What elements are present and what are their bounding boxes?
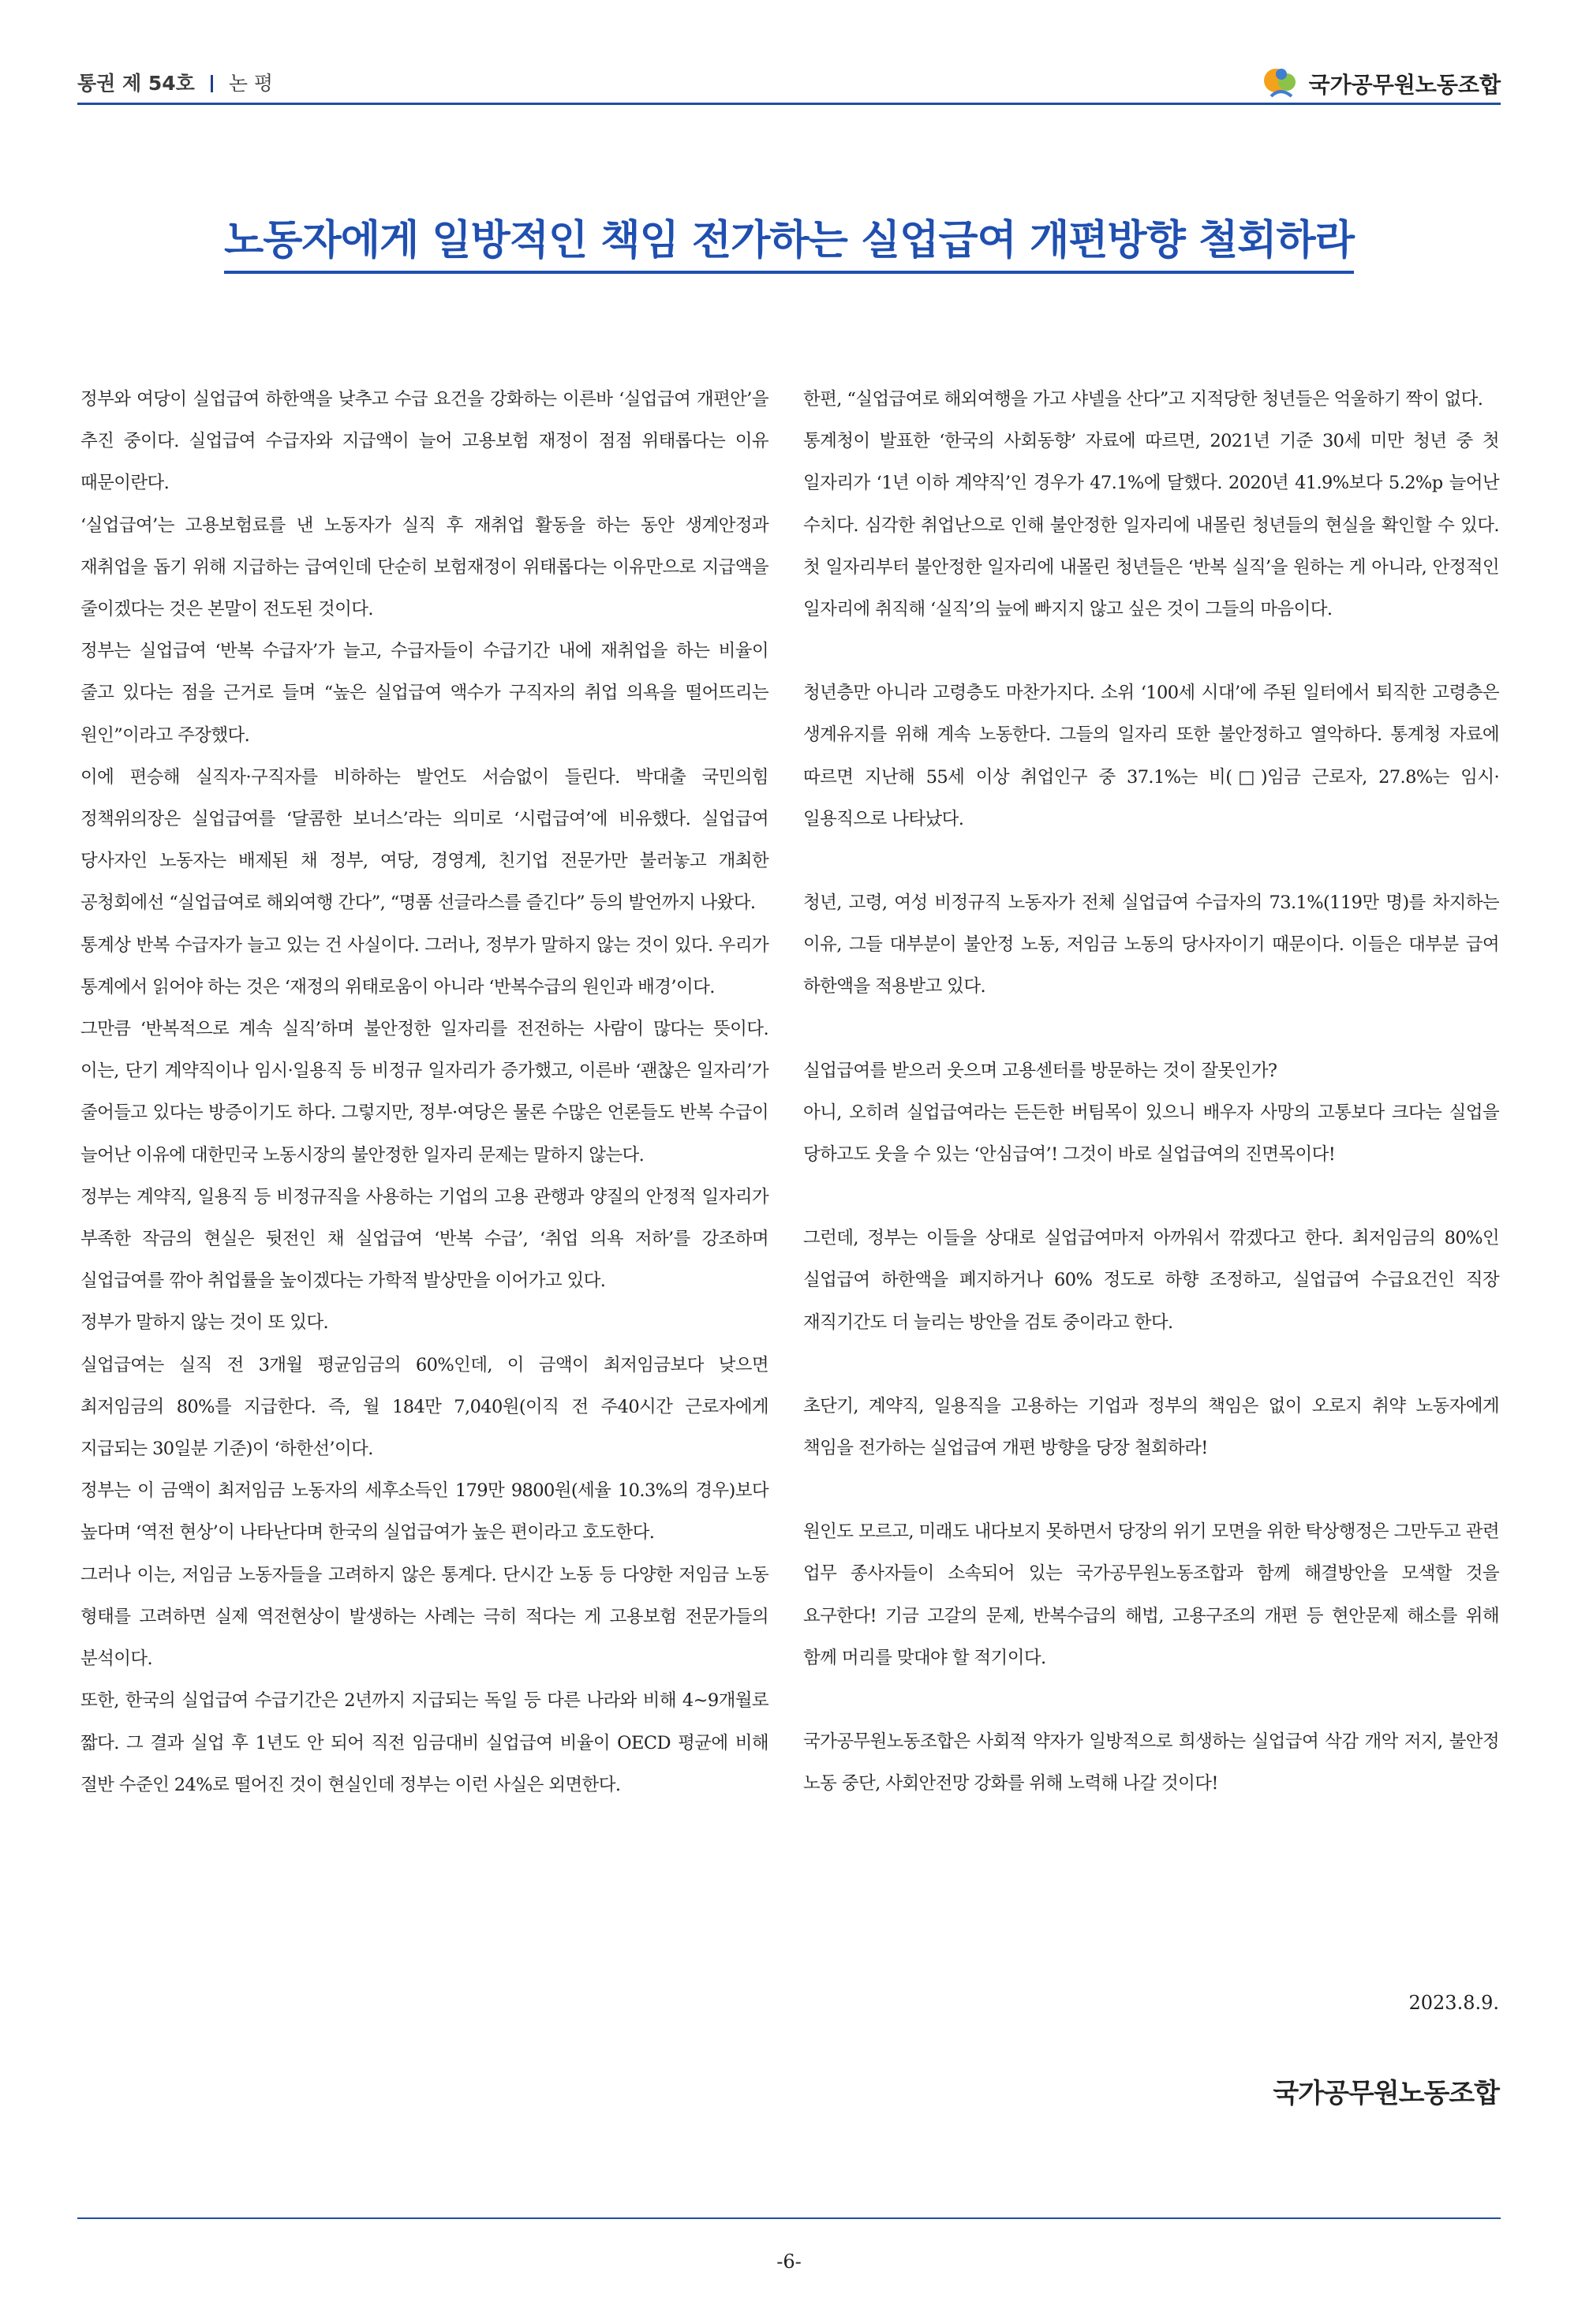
paragraph-gap <box>803 1679 1499 1721</box>
paragraph: 또한, 한국의 실업급여 수급기간은 2년까지 지급되는 독일 등 다른 나라와 비해 4~9개월로 짧다. 그 결과 실업 후 1년도 안 되어 직전 임금대비 실업급여 비율이 OECD 평균에 비해 절반 수준인 24%로 떨어진 것이 현실인데 정부는 이런 사실은 외면한다. <box>80 1690 768 1795</box>
paragraph: 정부는 이 금액이 최저임금 노동자의 세후소득인 179만 9800원(세율 10.3%의 경우)보다 높다며 ‘역전 현상’이 나타난다며 한국의 실업급여가 높은 편이라고 호도한다. <box>80 1480 768 1544</box>
page-header <box>77 63 1501 101</box>
paragraph: 한편, “실업급여로 해외여행을 가고 샤넬을 산다”고 지적당한 청년들은 억울하기 짝이 없다. <box>803 389 1483 410</box>
right-column <box>803 379 1499 1805</box>
org-name: 국가공무원노동조합 <box>1308 72 1501 98</box>
paragraph: 그만큼 ‘반복적으로 계속 실직’하며 불안정한 일자리를 전전하는 사람이 많다는 뜻이다. 이는, 단기 계약직이나 임시·일용직 등 비정규 일자리가 증가했고, 이른바 ‘괜찮은 일자리’가 줄어들고 있다는 방증이기도 하다. 그렇지만, 정부·여당은 물론 수많은 언론들도 반복 수급이 늘어난 이유에 대한민국 노동시장의 불안정한 일자리 문제는 말하지 않는다. <box>80 1019 768 1166</box>
paragraph: 청년층만 아니라 고령층도 마찬가지다. 소위 ‘100세 시대’에 주된 일터에서 퇴직한 고령층은 생계유지를 위해 계속 노동한다. 그들의 일자리 또한 불안정하고 열악하다. 통계청 자료에 따르면 지난해 55세 이상 취업인구 중 37.1%는 비(□)임금 근로자, 27.8%는 임시·일용직으로 나타났다. <box>803 683 1499 829</box>
paragraph: 정부와 여당이 실업급여 하한액을 낮추고 수급 요건을 강화하는 이른바 ‘실업급여 개편안’을 추진 중이다. 실업급여 수급자와 지급액이 늘어 고용보험 재정이 점점 위태롭다는 이유 때문이란다. <box>80 389 768 494</box>
signature: 국가공무원노동조합 <box>1273 2078 1499 2109</box>
paragraph-gap <box>803 1344 1499 1386</box>
paragraph: ‘실업급여’는 고용보험료를 낸 노동자가 실직 후 재취업 활동을 하는 동안 생계안정과 재취업을 돕기 위해 지급하는 급여인데 단순히 보험재정이 위태롭다는 이유만으로 지급액을 줄이겠다는 것은 본말이 전도된 것이다. <box>80 515 768 620</box>
paragraph: 그런데, 정부는 이들을 상대로 실업급여마저 아까워서 깎겠다고 한다. 최저임금의 80%인 실업급여 하한액을 폐지하거나 60% 정도로 하향 조정하고, 실업급여 수급요건인 직장 재직기간도 더 늘리는 방안을 검토 중이라고 한다. <box>803 1228 1499 1333</box>
paragraph-gap <box>803 1009 1499 1050</box>
header-divider <box>211 75 213 92</box>
paragraph: 청년, 고령, 여성 비정규직 노동자가 전체 실업급여 수급자의 73.1%(119만 명)를 차지하는 이유, 그들 대부분이 불안정 노동, 저임금 노동의 당사자이기 때문이다. 이들은 대부분 급여 하한액을 적용받고 있다. <box>803 893 1499 997</box>
header-rule <box>77 103 1501 105</box>
paragraph: 아니, 오히려 실업급여라는 든든한 버팀목이 있으니 배우자 사망의 고통보다 크다는 실업을 당하고도 웃을 수 있는 ‘안심급여’! 그것이 바로 실업급여의 진면목이다! <box>803 1102 1499 1166</box>
page-title <box>0 207 1578 266</box>
title-text: 노동자에게 일방적인 책임 전가하는 실업급여 개편방향 철회하라 <box>224 217 1354 274</box>
paragraph-gap <box>803 631 1499 672</box>
paragraph: 통계상 반복 수급자가 늘고 있는 건 사실이다. 그러나, 정부가 말하지 않는 것이 있다. 우리가 통계에서 읽어야 하는 것은 ‘재정의 위태로움이 아니라 ‘반복수급의 원인과 배경’이다. <box>80 934 768 997</box>
header-org <box>1260 65 1501 103</box>
section-label: 논 평 <box>228 72 274 95</box>
paragraph: 그러나 이는, 저임금 노동자들을 고려하지 않은 통계다. 단시간 노동 등 다양한 저임금 노동 형태를 고려하면 실제 역전현상이 발생하는 사례는 극히 적다는 게 고용보험 전문가들의 분석이다. <box>80 1564 768 1670</box>
paragraph: 실업급여를 받으러 웃으며 고용센터를 방문하는 것이 잘못인가? <box>803 1060 1277 1081</box>
issue-number: 통권 제 54호 <box>77 72 195 95</box>
statement-date: 2023.8.9. <box>1408 1992 1499 2014</box>
left-column <box>80 379 768 1806</box>
paragraph: 정부는 계약직, 일용직 등 비정규직을 사용하는 기업의 고용 관행과 양질의 안정적 일자리가 부족한 작금의 현실은 뒷전인 채 실업급여 ‘반복 수급’, ‘취업 의욕 저하’를 강조하며 실업급여를 깎아 취업률을 높이겠다는 가학적 발상만을 이어가고 있다. <box>80 1186 768 1292</box>
paragraph: 정부는 실업급여 ‘반복 수급자’가 늘고, 수급자들이 수급기간 내에 재취업을 하는 비율이 줄고 있다는 점을 근거로 들며 “높은 실업급여 액수가 구직자의 취업 의욕을 떨어뜨리는 원인”이라고 주장했다. <box>80 641 768 746</box>
footer-rule <box>77 2217 1501 2219</box>
paragraph: 국가공무원노동조합은 사회적 약자가 일방적으로 희생하는 실업급여 삭감 개악 저지, 불안정 노동 중단, 사회안전망 강화를 위해 노력해 나갈 것이다! <box>803 1731 1499 1794</box>
paragraph: 정부가 말하지 않는 것이 또 있다. <box>80 1312 329 1334</box>
union-logo-icon <box>1260 65 1301 103</box>
issue-label <box>77 68 273 96</box>
paragraph: 실업급여는 실직 전 3개월 평균임금의 60%인데, 이 금액이 최저임금보다 낮으면 최저임금의 80%를 지급한다. 즉, 월 184만 7,040원(이직 전 주40시간 근로자에게 지급되는 30일분 기준)이 ‘하한선’이다. <box>80 1354 768 1460</box>
paragraph: 원인도 모르고, 미래도 내다보지 못하면서 당장의 위기 모면을 위한 탁상행정은 그만두고 관련 업무 종사자들이 소속되어 있는 국가공무원노동조합과 함께 해결방안을 모색할 것을 요구한다! 기금 고갈의 문제, 반복수급의 해법, 고용구조의 개편 등 현안문제 해소를 위해 함께 머리를 맞대야 할 적기이다. <box>803 1521 1499 1668</box>
paragraph: 이에 편승해 실직자·구직자를 비하하는 발언도 서슴없이 들린다. 박대출 국민의힘 정책위의장은 실업급여를 ‘달콤한 보너스’라는 의미로 ‘시럽급여’에 비유했다. 실업급여 당사자인 노동자는 배제된 채 정부, 여당, 경영계, 친기업 전문가만 불러놓고 개최한 공청회에선 “실업급여로 해외여행 간다”, “명품 선글라스를 즐긴다” 등의 발언까지 나왔다. <box>80 766 768 914</box>
paragraph: 통계청이 발표한 ‘한국의 사회동향’ 자료에 따르면, 2021년 기준 30세 미만 청년 중 첫 일자리가 ‘1년 이하 계약직’인 경우가 47.1%에 달했다. 2020년 41.9%보다 5.2%p 늘어난 수치다. 심각한 취업난으로 인해 불안정한 일자리에 내몰린 청년들의 현실을 확인할 수 있다. 첫 일자리부터 불안정한 일자리에 내몰린 청년들은 ‘반복 실직’을 원하는 게 아니라, 안정적인 일자리에 취직해 ‘실직’의 늪에 빠지지 않고 싶은 것이 그들의 마음이다. <box>803 431 1499 620</box>
page-number: -6- <box>776 2251 802 2273</box>
paragraph-gap <box>803 1469 1499 1511</box>
paragraph: 초단기, 계약직, 일용직을 고용하는 기업과 정부의 책임은 없이 오로지 취약 노동자에게 책임을 전가하는 실업급여 개편 방향을 당장 철회하라! <box>803 1395 1499 1459</box>
paragraph-gap <box>803 840 1499 882</box>
paragraph-gap <box>803 1176 1499 1218</box>
